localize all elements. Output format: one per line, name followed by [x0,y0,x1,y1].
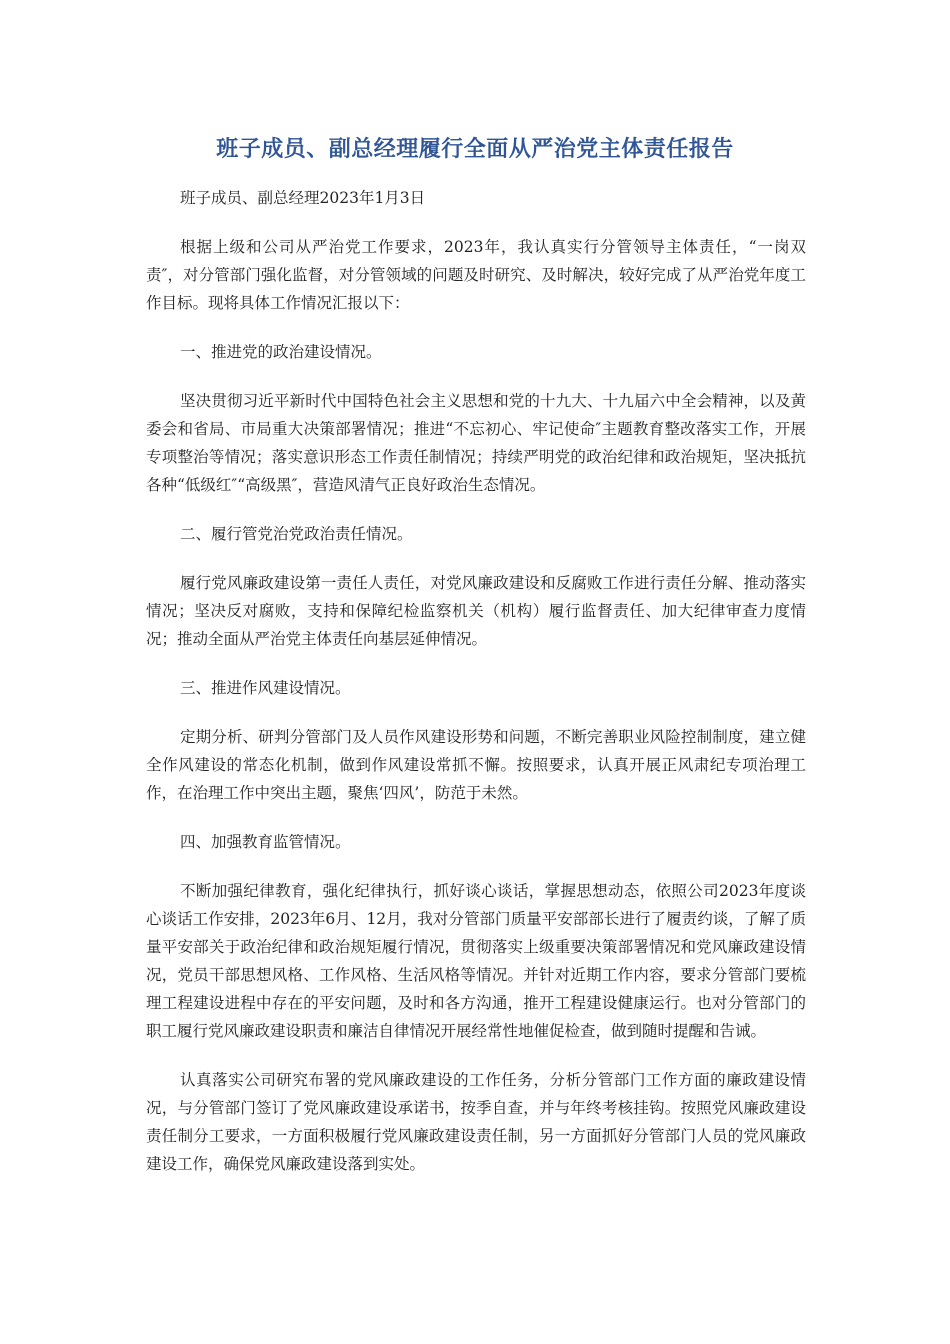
paragraph-section-1: 坚决贯彻习近平新时代中国特色社会主义思想和党的十九大、十九届六中全会精神，以及黄委会和省局、市局重大决策部署情况；推进“不忘初心、牢记使命″主题教育整改落实工作，开展专项整治等情况；落实意识形态工作责任制情况；持续严明党的政治纪律和政治规矩，坚决抵抗各种“低级红″“高级黑″，营造风清气正良好政治生态情况。 [146,392,806,494]
section-heading-4: 四、加强教育监管情况。 [180,833,351,851]
paragraph-section-4a: 不断加强纪律教育，强化纪律执行，抓好谈心谈话，掌握思想动态，依照公司2023年度谈心谈话工作安排，2023年6月、12月，我对分管部门质量平安部部长进行了履责约谈，了解了质量平安部关于政治纪律和政治规矩履行情况，贯彻落实上级重要决策部署情况和党风廉政建设情况，党员干部思想风格、工作风格、生活风格等情况。并针对近期工作内容，要求分管部门要梳理工程建设进程中存在的平安问题，及时和各方沟通，推开工程建设健康运行。也对分管部门的职工履行党风廉政建设职责和廉洁自律情况开展经常性地催促检查，做到随时提醒和告诫。 [146,882,806,1040]
paragraph-section-3: 定期分析、研判分管部门及人员作风建设形势和问题，不断完善职业风险控制制度，建立健全作风建设的常态化机制，做到作风建设常抓不懈。按照要求，认真开展正风肃纪专项治理工作，在治理工作中突出主题，聚焦‘四风’，防范于未然。 [146,728,806,802]
paragraph-section-4b: 认真落实公司研究布署的党风廉政建设的工作任务，分析分管部门工作方面的廉政建设情况，与分管部门签订了党风廉政建设承诺书，按季自查，并与年终考核挂钩。按照党风廉政建设责任制分工要求，一方面积极履行党风廉政建设责任制，另一方面抓好分管部门人员的党风廉政建设工作，确保党风廉政建设落到实处。 [146,1071,806,1173]
section-heading-3: 三、推进作风建设情况。 [180,679,351,697]
paragraph-intro: 根据上级和公司从严治党工作要求，2023年，我认真实行分管领导主体责任，“一岗双责″，对分管部门强化监督，对分管领域的问题及时研究、及时解决，较好完成了从严治党年度工作目标。现将具体工作情况汇报以下： [146,238,806,312]
document-title: 班子成员、副总经理履行全面从严治党主体责任报告 [216,137,734,162]
document-body [146,184,806,1199]
paragraph-section-2: 履行党风廉政建设第一责任人责任，对党风廉政建设和反腐败工作进行责任分解、推动落实情况；坚决反对腐败，支持和保障纪检监察机关（机构）履行监督责任、加大纪律审查力度情况；推动全面从严治党主体责任向基层延伸情况。 [146,574,806,648]
byline: 班子成员、副总经理2023年1月3日 [180,189,426,207]
section-heading-1: 一、推进党的政治建设情况。 [180,343,382,361]
section-heading-2: 二、履行管党治党政治责任情况。 [180,525,413,543]
